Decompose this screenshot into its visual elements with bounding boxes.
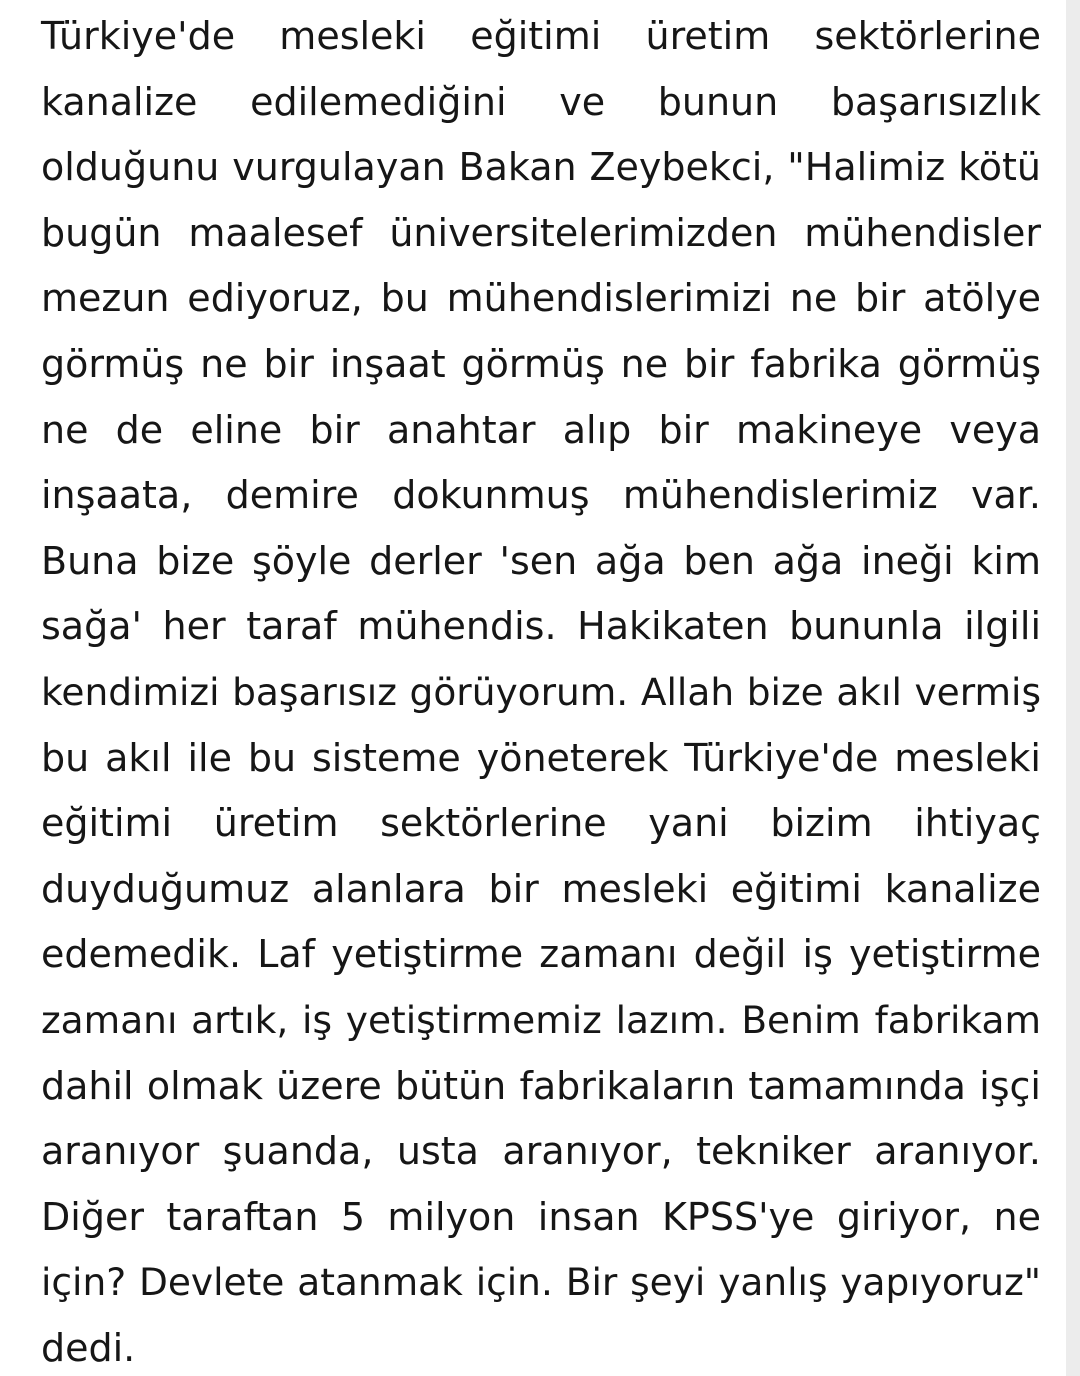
text-line: görmüş ne bir inşaat görmüş ne bir fabrika görmüş <box>41 341 1041 386</box>
text-line: Türkiye'de mesleki eğitimi üretim sektörlerine <box>41 14 1041 58</box>
text-line: ne de eline bir anahtar alıp bir makineye veya <box>41 407 1041 452</box>
text-line: aranıyor şuanda, usta aranıyor, tekniker aranıyor. <box>41 1129 1041 1174</box>
text-line: duyduğumuz alanlara bir mesleki eğitimi kanalize <box>41 866 1041 911</box>
article-paragraph <box>41 0 1041 1376</box>
text-line: kanalize edilemediğini ve bunun başarısızlık <box>41 79 1041 124</box>
text-line: için? Devlete atanmak için. Bir şeyi yanlış yapıyoruz" <box>41 1260 1041 1305</box>
text-line: Buna bize şöyle derler 'sen ağa ben ağa ineği kim <box>41 538 1041 583</box>
text-line: mezun ediyoruz, bu mühendislerimizi ne bir atölye <box>41 276 1041 321</box>
text-line: zamanı artık, iş yetiştirmemiz lazım. Benim fabrikam <box>41 997 1041 1042</box>
text-line: dedi. <box>41 1325 136 1370</box>
text-line: olduğunu vurgulayan Bakan Zeybekci, "Halimiz kötü <box>41 145 1041 190</box>
text-line: edemedik. Laf yetiştirme zamanı değil iş yetiştirme <box>41 932 1041 977</box>
text-line: inşaata, demire dokunmuş mühendislerimiz var. <box>41 473 1041 518</box>
text-line: bu akıl ile bu sisteme yöneterek Türkiye'de mesleki <box>41 735 1041 780</box>
text-line: bugün maalesef üniversitelerimizden mühendisler <box>41 210 1041 255</box>
text-line: kendimizi başarısız görüyorum. Allah bize akıl vermiş <box>41 669 1041 714</box>
page-edge <box>1066 0 1080 1376</box>
text-line: dahil olmak üzere bütün fabrikaların tamamında işçi <box>41 1063 1041 1108</box>
text-line: sağa' her taraf mühendis. Hakikaten bununla ilgili <box>41 604 1041 649</box>
text-line: eğitimi üretim sektörlerine yani bizim ihtiyaç <box>41 801 1041 846</box>
text-line: Diğer taraftan 5 milyon insan KPSS'ye giriyor, ne <box>41 1194 1041 1239</box>
